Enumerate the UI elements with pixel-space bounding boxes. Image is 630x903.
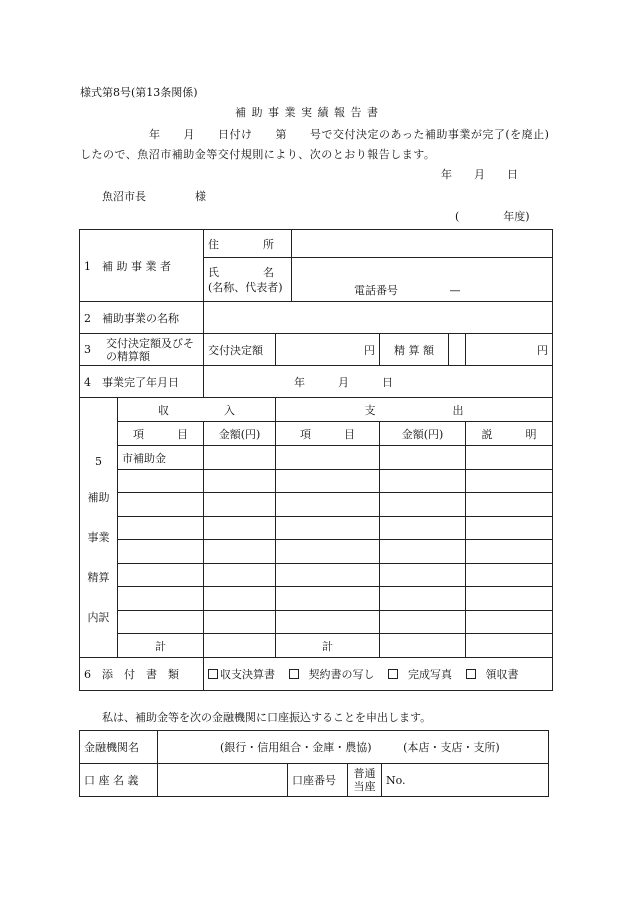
expense-amount-cell[interactable] <box>380 517 466 540</box>
amount-label <box>80 334 204 366</box>
bank-table <box>79 730 549 797</box>
explanation-cell[interactable] <box>466 493 553 517</box>
addressee: 魚沼市長 <box>102 190 146 203</box>
income-amount-cell[interactable] <box>204 564 276 587</box>
address-label: 住 所 <box>204 230 292 258</box>
explanation-header: 説 明 <box>466 422 553 446</box>
account-number-prefix: No. <box>386 773 406 787</box>
attachments-label: 6 添 付 書 類 <box>80 658 204 691</box>
income-item-cell[interactable] <box>118 540 204 564</box>
page-title: 補 助 事 業 実 績 報 告 書 <box>235 106 379 119</box>
expense-item-cell[interactable] <box>276 611 380 634</box>
phone-dash: — <box>449 284 461 297</box>
income-item-cell: 市補助金 <box>118 446 204 470</box>
name-label-text: 氏 名 <box>208 265 274 279</box>
income-item-cell[interactable] <box>118 517 204 540</box>
applicant-label: 1 補 助 事 業 者 <box>80 230 204 302</box>
name-label-sub: (名称、代表者) <box>208 280 283 294</box>
income-item-cell[interactable] <box>118 470 204 493</box>
settled-amount-yen <box>466 334 553 366</box>
breakdown-label-line1: 補助 <box>87 490 110 504</box>
expense-item-cell[interactable] <box>276 493 380 517</box>
settled-amount-label: 精 算 額 <box>380 334 449 365</box>
income-amount-cell[interactable] <box>204 493 276 517</box>
income-amount-cell[interactable] <box>204 517 276 540</box>
expense-amount-cell[interactable] <box>380 470 466 493</box>
settled-amount-cell <box>380 334 466 366</box>
breakdown-label-line4: 内訳 <box>87 610 110 624</box>
expense-amount-cell[interactable] <box>380 493 466 517</box>
account-holder-field[interactable] <box>158 764 288 797</box>
settled-amount-field[interactable] <box>449 334 465 365</box>
completion-date-field[interactable]: 年 月 日 <box>204 366 553 398</box>
report-date: 年 月 日 <box>441 168 518 181</box>
explanation-total-cell[interactable] <box>466 634 553 658</box>
attachments-field <box>204 658 553 691</box>
form-number: 様式第8号(第13条関係) <box>80 86 198 99</box>
attachment-option: 収支決算書 <box>220 668 275 681</box>
yen-unit: 円 <box>364 343 375 357</box>
explanation-cell[interactable] <box>466 470 553 493</box>
account-number-field[interactable] <box>382 764 549 797</box>
account-number-label: 口座番号 <box>288 764 348 797</box>
name-field[interactable] <box>292 258 553 302</box>
attachment-option: 領収書 <box>485 668 519 681</box>
yen-unit: 円 <box>537 343 548 357</box>
income-amount-cell[interactable] <box>204 540 276 564</box>
income-item-header: 項 目 <box>118 422 204 446</box>
income-amount-cell[interactable] <box>204 470 276 493</box>
addressee-honorific: 様 <box>195 190 206 203</box>
amount-label-number: 3 <box>84 343 91 356</box>
expense-item-cell[interactable] <box>276 470 380 493</box>
expense-amount-header: 金額(円) <box>380 422 466 446</box>
decision-amount-label: 交付決定額 <box>204 334 276 366</box>
income-amount-header: 金額(円) <box>204 422 276 446</box>
account-type-ordinary[interactable]: 普通 <box>353 767 376 780</box>
checkbox[interactable] <box>466 669 476 679</box>
checkbox[interactable] <box>208 669 218 679</box>
decision-amount-field[interactable] <box>276 334 380 366</box>
account-type-current[interactable]: 当座 <box>353 780 376 793</box>
institution-type: (銀行・信用組合・金庫・農協) <box>220 741 372 754</box>
project-name-label: 2 補助事業の名称 <box>80 302 204 334</box>
expense-item-cell[interactable] <box>276 587 380 611</box>
institution-label: 金融機関名 <box>80 731 158 764</box>
bank-intro: 私は、補助金等を次の金融機関に口座振込することを申出します。 <box>102 711 432 724</box>
breakdown-label-line2: 事業 <box>87 530 110 544</box>
amount-label-text: 交付決定額及びその精算額 <box>106 336 194 363</box>
checkbox[interactable] <box>289 669 299 679</box>
institution-field[interactable] <box>158 731 549 764</box>
income-amount-cell[interactable] <box>204 587 276 611</box>
income-item-cell[interactable] <box>118 587 204 611</box>
report-text-line2: したので、魚沼市補助金等交付規則により、次のとおり報告します。 <box>80 148 436 161</box>
expense-item-cell[interactable] <box>276 540 380 564</box>
expense-item-cell[interactable] <box>276 446 380 470</box>
expense-amount-cell[interactable] <box>380 587 466 611</box>
expense-amount-cell[interactable] <box>380 611 466 634</box>
expense-total-amount[interactable] <box>380 634 466 658</box>
report-table <box>79 229 553 691</box>
explanation-cell[interactable] <box>466 517 553 540</box>
explanation-cell[interactable] <box>466 564 553 587</box>
expense-amount-cell[interactable] <box>380 446 466 470</box>
breakdown-number: 5 <box>95 454 102 468</box>
income-amount-cell[interactable] <box>204 446 276 470</box>
income-item-cell[interactable] <box>118 564 204 587</box>
expense-item-cell[interactable] <box>276 564 380 587</box>
address-field[interactable] <box>292 230 553 258</box>
expense-header: 支 出 <box>276 398 553 422</box>
report-text-line1: 年 月 日付け 第 号で交付決定のあった補助事業が完了(を廃止) <box>80 128 550 141</box>
checkbox[interactable] <box>388 669 398 679</box>
project-name-field[interactable] <box>204 302 553 334</box>
explanation-cell[interactable] <box>466 446 553 470</box>
explanation-cell[interactable] <box>466 587 553 611</box>
breakdown-label-line3: 精算 <box>87 570 110 584</box>
name-label <box>204 258 292 302</box>
explanation-cell[interactable] <box>466 540 553 564</box>
expense-total-label: 計 <box>276 634 380 658</box>
expense-amount-cell[interactable] <box>380 540 466 564</box>
income-total-label: 計 <box>118 634 204 658</box>
income-header: 収 入 <box>118 398 276 422</box>
branch-type: (本店・支店・支所) <box>403 741 500 754</box>
expense-item-header: 項 目 <box>276 422 380 446</box>
attachment-option: 完成写真 <box>408 668 452 681</box>
explanation-cell[interactable] <box>466 611 553 634</box>
breakdown-label <box>80 398 118 658</box>
income-total-amount[interactable] <box>204 634 276 658</box>
completion-date-label: 4 事業完了年月日 <box>80 366 204 398</box>
income-amount-cell[interactable] <box>204 611 276 634</box>
fiscal-year: ( 年度) <box>455 210 530 223</box>
income-item-cell[interactable] <box>118 493 204 517</box>
attachment-option: 契約書の写し <box>308 668 375 681</box>
expense-item-cell[interactable] <box>276 517 380 540</box>
account-holder-label: 口 座 名 義 <box>80 764 158 797</box>
account-type <box>348 764 382 797</box>
phone-label: 電話番号 <box>354 284 398 297</box>
income-item-cell[interactable] <box>118 611 204 634</box>
expense-amount-cell[interactable] <box>380 564 466 587</box>
